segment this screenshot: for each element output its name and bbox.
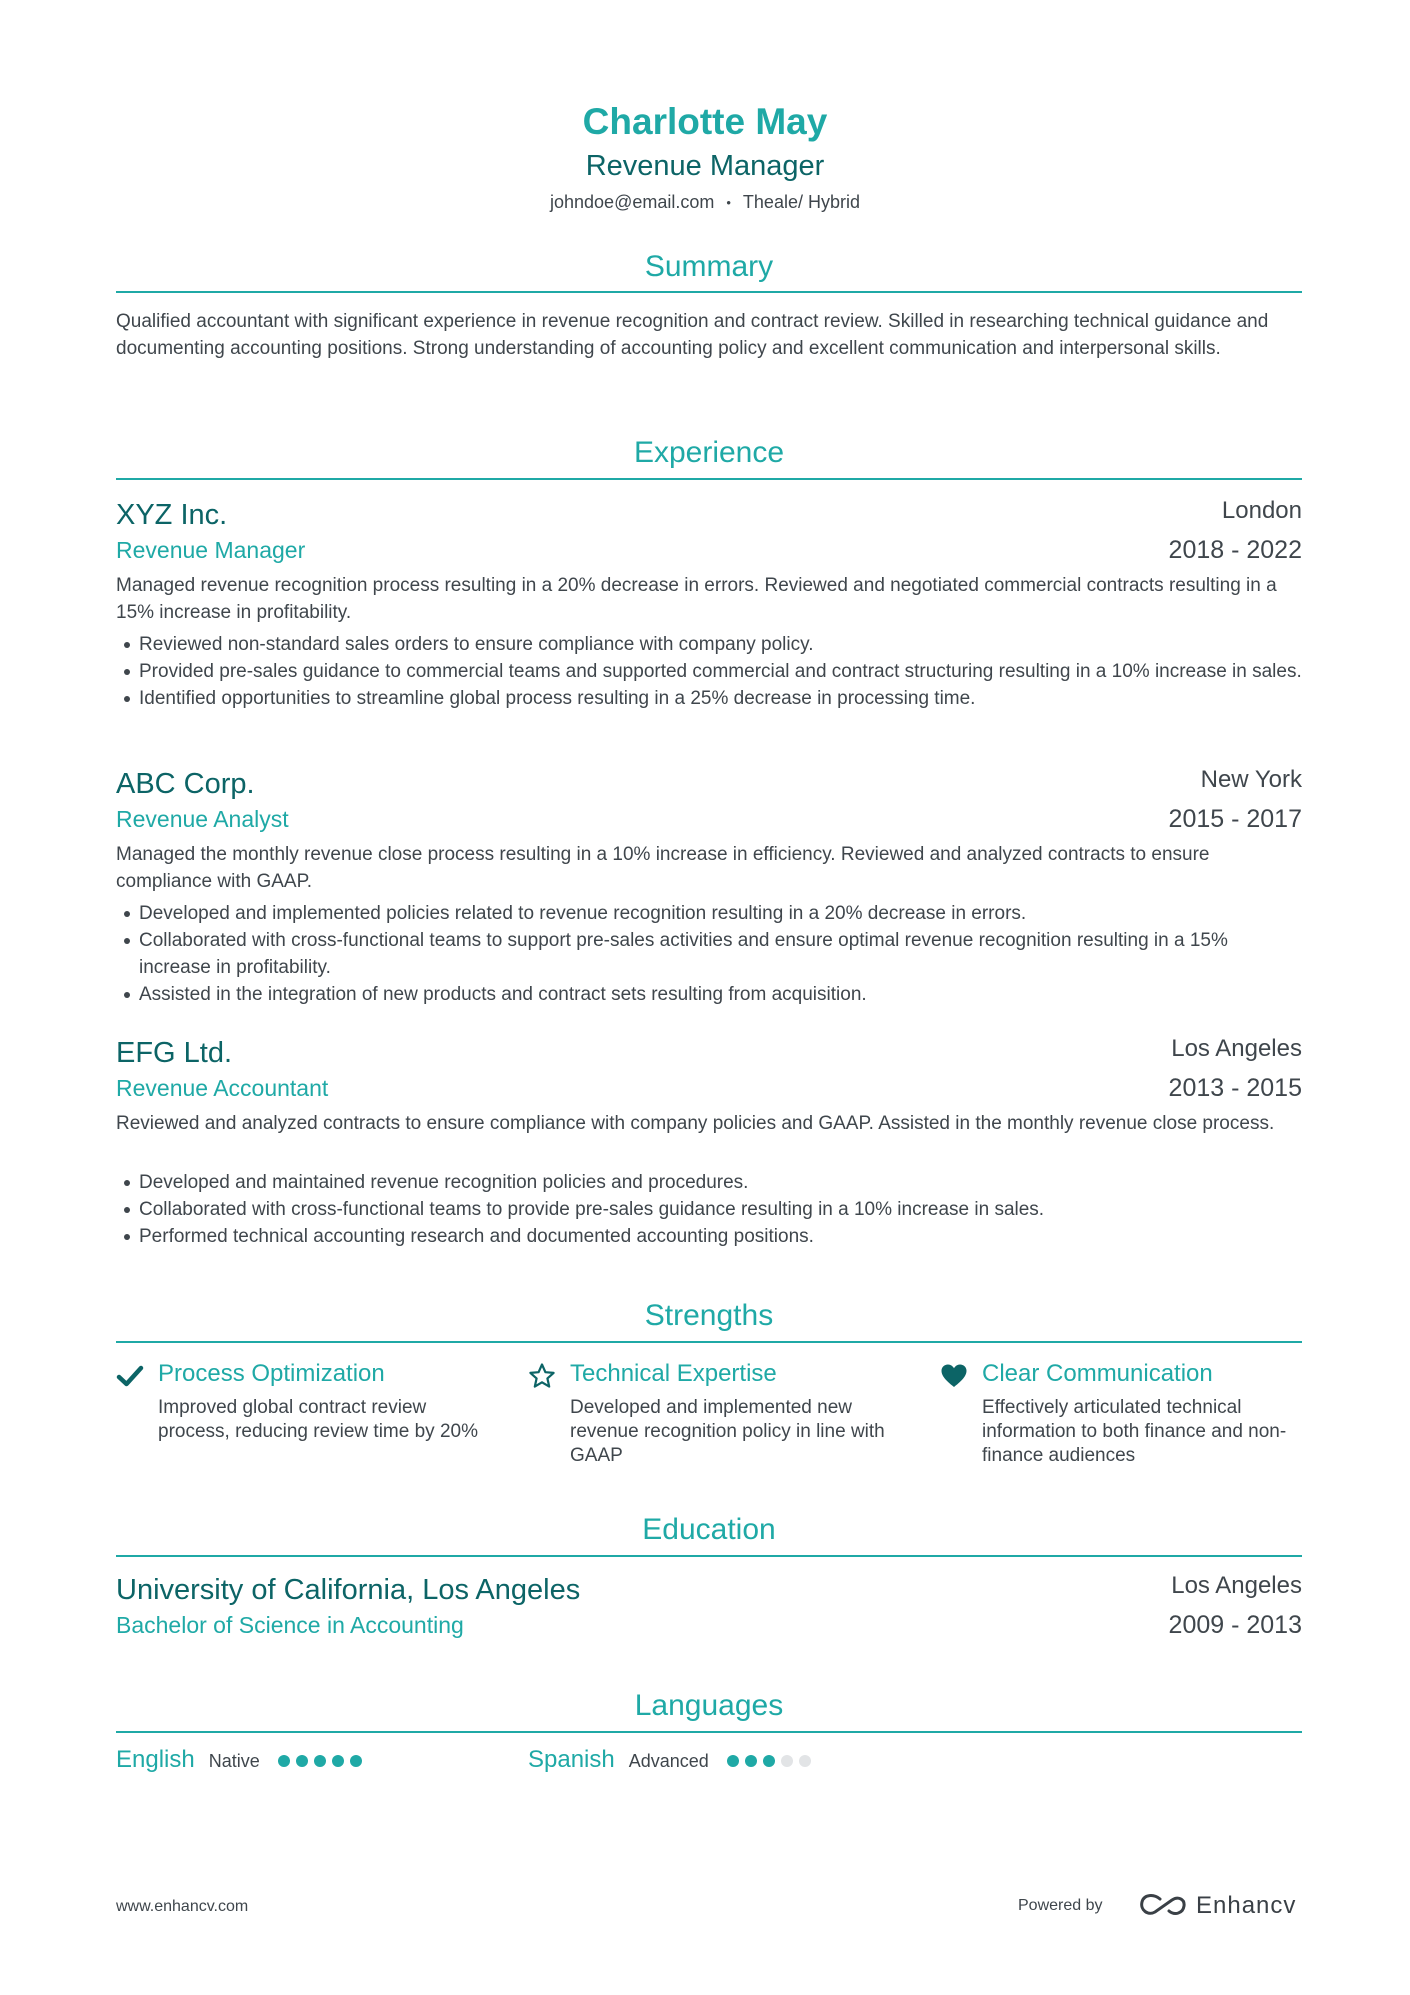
email-link[interactable]: johndoe@email.com — [550, 192, 715, 212]
strength-title: Clear Communication — [982, 1360, 1213, 1387]
strengths-divider — [116, 1341, 1302, 1343]
strength-description: Improved global contract review process, reducing review time by 20% — [158, 1397, 478, 1442]
job-bullets — [116, 900, 1302, 1008]
language-item — [116, 1746, 368, 1774]
strength-description: Effectively articulated technical information to both finance and non-finance audiences — [982, 1397, 1287, 1466]
powered-by-label: Powered by — [1018, 1897, 1103, 1914]
bullet-item: Developed and maintained revenue recognition policies and procedures. — [116, 1169, 1302, 1196]
job-description: Managed revenue recognition process resulting in a 20% decrease in errors. Reviewed and negotiated commercial contracts resulting in a 15% increase in profitability. — [116, 575, 1277, 623]
job-title: Revenue Accountant — [116, 1075, 329, 1101]
rating-dot-empty — [799, 1755, 811, 1767]
candidate-name: Charlotte May — [582, 101, 828, 142]
summary-divider — [116, 291, 1302, 293]
bullet-item: Identified opportunities to streamline global process resulting in a 25% decrease in processing time. — [116, 685, 1302, 712]
job-location: Los Angeles — [1171, 1035, 1302, 1062]
separator-dot: • — [726, 195, 731, 211]
language-rating — [278, 1754, 368, 1772]
language-rating — [727, 1754, 817, 1772]
rating-dot-filled — [727, 1755, 739, 1767]
languages-heading: Languages — [634, 1689, 784, 1722]
language-name: English — [116, 1746, 195, 1773]
language-level: Native — [208, 1751, 260, 1771]
language-item — [528, 1746, 817, 1774]
star-icon — [528, 1362, 556, 1390]
rating-dot-filled — [296, 1755, 308, 1767]
strength-title: Process Optimization — [158, 1360, 385, 1387]
enhancv-logo[interactable] — [1138, 1890, 1306, 1924]
rating-dot-filled — [278, 1755, 290, 1767]
languages-divider — [116, 1731, 1302, 1733]
strength-description: Developed and implemented new revenue recognition policy in line with GAAP — [570, 1397, 885, 1466]
degree-title: Bachelor of Science in Accounting — [116, 1612, 464, 1638]
rating-dot-filled — [763, 1755, 775, 1767]
bullet-item: Collaborated with cross-functional teams to support pre-sales activities and ensure optimal revenue recognition resulting in a 15% increase in profitability. — [116, 927, 1302, 981]
job-dates: 2018 - 2022 — [1168, 536, 1302, 564]
rating-dot-filled — [314, 1755, 326, 1767]
job-description: Managed the monthly revenue close process resulting in a 10% increase in efficiency. Reviewed and analyzed contracts to ensure compliance with GAAP. — [116, 844, 1210, 892]
bullet-item: Developed and implemented policies related to revenue recognition resulting in a 20% decrease in errors. — [116, 900, 1302, 927]
strengths-heading: Strengths — [644, 1299, 774, 1332]
school-location: Los Angeles — [1171, 1572, 1302, 1599]
bullet-item: Performed technical accounting research and documented accounting positions. — [116, 1223, 1302, 1250]
check-icon — [116, 1362, 144, 1390]
job-company: ABC Corp. — [116, 768, 255, 800]
language-name: Spanish — [528, 1746, 615, 1773]
education-heading: Education — [642, 1513, 776, 1546]
job-location: New York — [1200, 766, 1302, 793]
language-level: Advanced — [628, 1751, 709, 1771]
enhancv-logo-icon — [1138, 1890, 1188, 1924]
bullet-item: Collaborated with cross-functional teams to provide pre-sales guidance resulting in a 10% increase in sales. — [116, 1196, 1302, 1223]
footer-url-link[interactable]: www.enhancv.com — [116, 1898, 249, 1915]
job-title: Revenue Manager — [116, 537, 306, 563]
strength-title: Technical Expertise — [570, 1360, 777, 1387]
rating-dot-empty — [781, 1755, 793, 1767]
job-company: XYZ Inc. — [116, 499, 228, 531]
job-location: London — [1221, 497, 1302, 524]
experience-divider — [116, 478, 1302, 480]
job-dates: 2015 - 2017 — [1168, 805, 1302, 833]
bullet-item: Reviewed non-standard sales orders to ensure compliance with company policy. — [116, 631, 1302, 658]
heart-icon — [940, 1362, 968, 1390]
rating-dot-filled — [332, 1755, 344, 1767]
summary-heading: Summary — [644, 250, 774, 283]
candidate-title: Revenue Manager — [585, 150, 825, 182]
rating-dot-filled — [745, 1755, 757, 1767]
contact-line — [0, 190, 1410, 215]
job-company: EFG Ltd. — [116, 1037, 233, 1069]
summary-text: Qualified accountant with significant experience in revenue recognition and contract review. Skilled in researching technical guidance and documenting accounting positions. Strong understanding of accounting policy and excellent communication and interpersonal skills. — [116, 311, 1269, 359]
education-divider — [116, 1555, 1302, 1557]
school-name: University of California, Los Angeles — [116, 1574, 581, 1606]
job-bullets — [116, 631, 1302, 712]
experience-heading: Experience — [633, 436, 785, 469]
resume-header — [0, 100, 1410, 215]
bullet-item: Provided pre-sales guidance to commercial teams and supported commercial and contract structuring resulting in a 10% increase in sales. — [116, 658, 1302, 685]
bullet-item: Assisted in the integration of new products and contract sets resulting from acquisition. — [116, 981, 1302, 1008]
enhancv-brand-text: Enhancv — [1196, 1892, 1297, 1919]
job-description: Reviewed and analyzed contracts to ensure compliance with company policies and GAAP. Assisted in the monthly revenue close process. — [116, 1113, 1275, 1134]
education-dates: 2009 - 2013 — [1168, 1611, 1302, 1639]
job-title: Revenue Analyst — [116, 806, 289, 832]
job-bullets — [116, 1169, 1302, 1250]
rating-dot-filled — [350, 1755, 362, 1767]
job-dates: 2013 - 2015 — [1168, 1074, 1302, 1102]
location-text: Theale/ Hybrid — [742, 192, 860, 212]
